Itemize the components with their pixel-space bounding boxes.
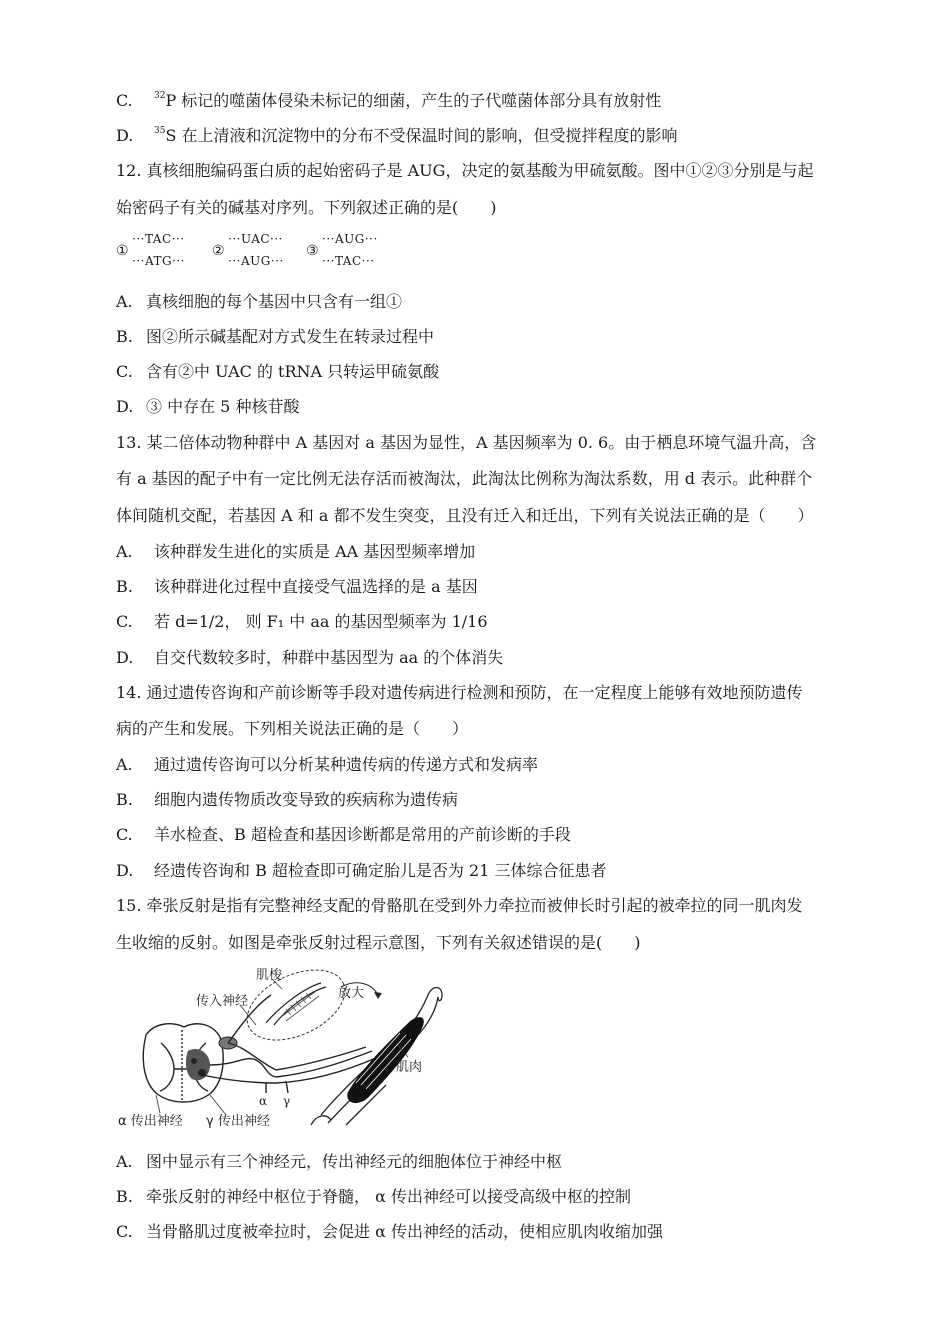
pair-number: ② xyxy=(212,243,225,259)
q13-option-c xyxy=(116,612,488,632)
option-label: C. xyxy=(116,91,133,110)
option-text: 该种群发生进化的实质是 AA 基因型频率增加 xyxy=(154,542,476,561)
superscript: 32 xyxy=(154,91,166,101)
q13-option-a xyxy=(116,542,475,562)
label-spindle: 肌梭 xyxy=(256,968,283,983)
option-label: D. xyxy=(116,397,134,416)
q12-stem-line1: 12. 真核细胞编码蛋白质的起始密码子是 AUG，决定的氨基酸为甲硫氨酸。图中①②③分别是与起 xyxy=(116,161,814,180)
label-gamma: γ xyxy=(283,1094,291,1108)
superscript: 35 xyxy=(154,126,166,136)
q14-stem-line1: 14. 通过遗传咨询和产前诊断等手段对遗传病进行检测和预防，在一定程度上能够有效地预防遗传 xyxy=(116,683,803,702)
q12-option-b xyxy=(116,327,434,347)
option-text: 羊水检查、B 超检查和基因诊断都是常用的产前诊断的手段 xyxy=(154,825,571,844)
q13-stem-line1: 13. 某二倍体动物种群中 A 基因对 a 基因为显性，A 基因频率为 0. 6。由于栖息环境气温升高，含 xyxy=(116,433,817,452)
q11-option-c xyxy=(116,91,661,111)
q15-stem-line1: 15. 牵张反射是指有完整神经支配的骨骼肌在受到外力牵拉而被伸长时引起的被牵拉的同一肌肉发 xyxy=(116,896,803,915)
option-label: D. xyxy=(116,126,134,145)
label-gamma-efferent: γ 传出神经 xyxy=(206,1114,270,1129)
option-label: C. xyxy=(116,362,133,381)
q14-option-b xyxy=(116,790,458,810)
base-pair-diagram xyxy=(116,232,396,272)
option-text: 细胞内遗传物质改变导致的疾病称为遗传病 xyxy=(154,790,459,809)
pair-bottom-strand: ···AUG··· xyxy=(228,254,284,268)
option-text: 图中显示有三个神经元，传出神经元的细胞体位于神经中枢 xyxy=(146,1152,563,1171)
q15-option-b xyxy=(116,1187,631,1207)
stretch-reflex-figure xyxy=(116,965,446,1130)
pair-top-strand: ···AUG··· xyxy=(322,232,378,246)
option-label: B. xyxy=(116,327,133,346)
label-alpha-efferent: α 传出神经 xyxy=(118,1114,183,1129)
option-text: ③ 中存在 5 种核苷酸 xyxy=(146,397,300,416)
option-label: B. xyxy=(116,790,133,809)
option-text: 该种群进化过程中直接受气温选择的是 a 基因 xyxy=(154,577,478,596)
q11-option-d xyxy=(116,126,678,146)
option-label: A. xyxy=(116,1152,133,1171)
pair-top-strand: ···TAC··· xyxy=(132,232,185,246)
pair-number: ① xyxy=(116,243,129,259)
pair-top-strand: ···UAC··· xyxy=(228,232,283,246)
pair-number: ③ xyxy=(306,243,319,259)
option-text: 若 d=1/2， 则 F₁ 中 aa 的基因型频率为 1/16 xyxy=(154,612,488,631)
q14-option-a xyxy=(116,755,538,775)
option-label: A. xyxy=(116,542,133,561)
pair-bottom-strand: ···ATG··· xyxy=(132,254,185,268)
arrow-head xyxy=(374,992,382,999)
label-afferent: 传入神经 xyxy=(196,994,249,1009)
label-alpha: α xyxy=(259,1094,268,1108)
q13-option-d xyxy=(116,648,503,668)
label-muscle: 肌肉 xyxy=(396,1060,423,1075)
option-label: B. xyxy=(116,1187,133,1206)
q15-option-a xyxy=(116,1152,562,1172)
option-text: 含有②中 UAC 的 tRNA 只转运甲硫氨酸 xyxy=(146,362,440,381)
option-text: 图②所示碱基配对方式发生在转录过程中 xyxy=(146,327,435,346)
option-label: C. xyxy=(116,825,133,844)
q15-option-c xyxy=(116,1222,663,1242)
option-label: D. xyxy=(116,861,134,880)
pair-bottom-strand: ···TAC··· xyxy=(322,254,375,268)
option-label: D. xyxy=(116,648,134,667)
option-text: 真核细胞的每个基因中只含有一组① xyxy=(146,292,403,311)
q13-option-b xyxy=(116,577,478,597)
label-enlarge: 放大 xyxy=(338,986,365,1001)
option-label: A. xyxy=(116,292,133,311)
spinal-cord xyxy=(143,1024,223,1102)
option-text: 通过遗传咨询可以分析某种遗传病的传递方式和发病率 xyxy=(154,755,539,774)
q12-option-d xyxy=(116,397,299,417)
option-text: 当骨骼肌过度被牵拉时，会促进 α 传出神经的活动，使相应肌肉收缩加强 xyxy=(146,1222,663,1241)
option-text: 自交代数较多时，种群中基因型为 aa 的个体消失 xyxy=(154,648,504,667)
option-text: 牵张反射的神经中枢位于脊髓， α 传出神经可以接受高级中枢的控制 xyxy=(146,1187,631,1206)
q15-stem-line2: 生收缩的反射。如图是牵张反射过程示意图，下列有关叙述错误的是( ) xyxy=(116,933,641,952)
q14-option-c xyxy=(116,825,571,845)
option-text: S 在上清液和沉淀物中的分布不受保温时间的影响，但受搅拌程度的影响 xyxy=(165,126,678,145)
option-label: A. xyxy=(116,755,133,774)
q12-option-a xyxy=(116,292,402,312)
q13-stem-line3: 体间随机交配，若基因 A 和 a 都不发生突变，且没有迁入和迁出，下列有关说法正确的是（ ） xyxy=(116,506,814,525)
option-text: P 标记的噬菌体侵染未标记的细菌，产生的子代噬菌体部分具有放射性 xyxy=(165,91,662,110)
option-label: B. xyxy=(116,577,133,596)
q13-stem-line2: 有 a 基因的配子中有一定比例无法存活而被淘汰，此淘汰比例称为淘汰系数，用 d 表示。此种群个 xyxy=(116,469,813,488)
option-text: 经遗传咨询和 B 超检查即可确定胎儿是否为 21 三体综合征患者 xyxy=(154,861,607,880)
q14-option-d xyxy=(116,861,606,881)
stretch-reflex-illustration xyxy=(116,965,446,1130)
q14-stem-line2: 病的产生和发展。下列相关说法正确的是（ ） xyxy=(116,719,469,738)
q12-stem-line2: 始密码子有关的碱基对序列。下列叙述正确的是( ) xyxy=(116,198,497,217)
q12-option-c xyxy=(116,362,439,382)
option-label: C. xyxy=(116,612,133,631)
option-label: C. xyxy=(116,1222,133,1241)
